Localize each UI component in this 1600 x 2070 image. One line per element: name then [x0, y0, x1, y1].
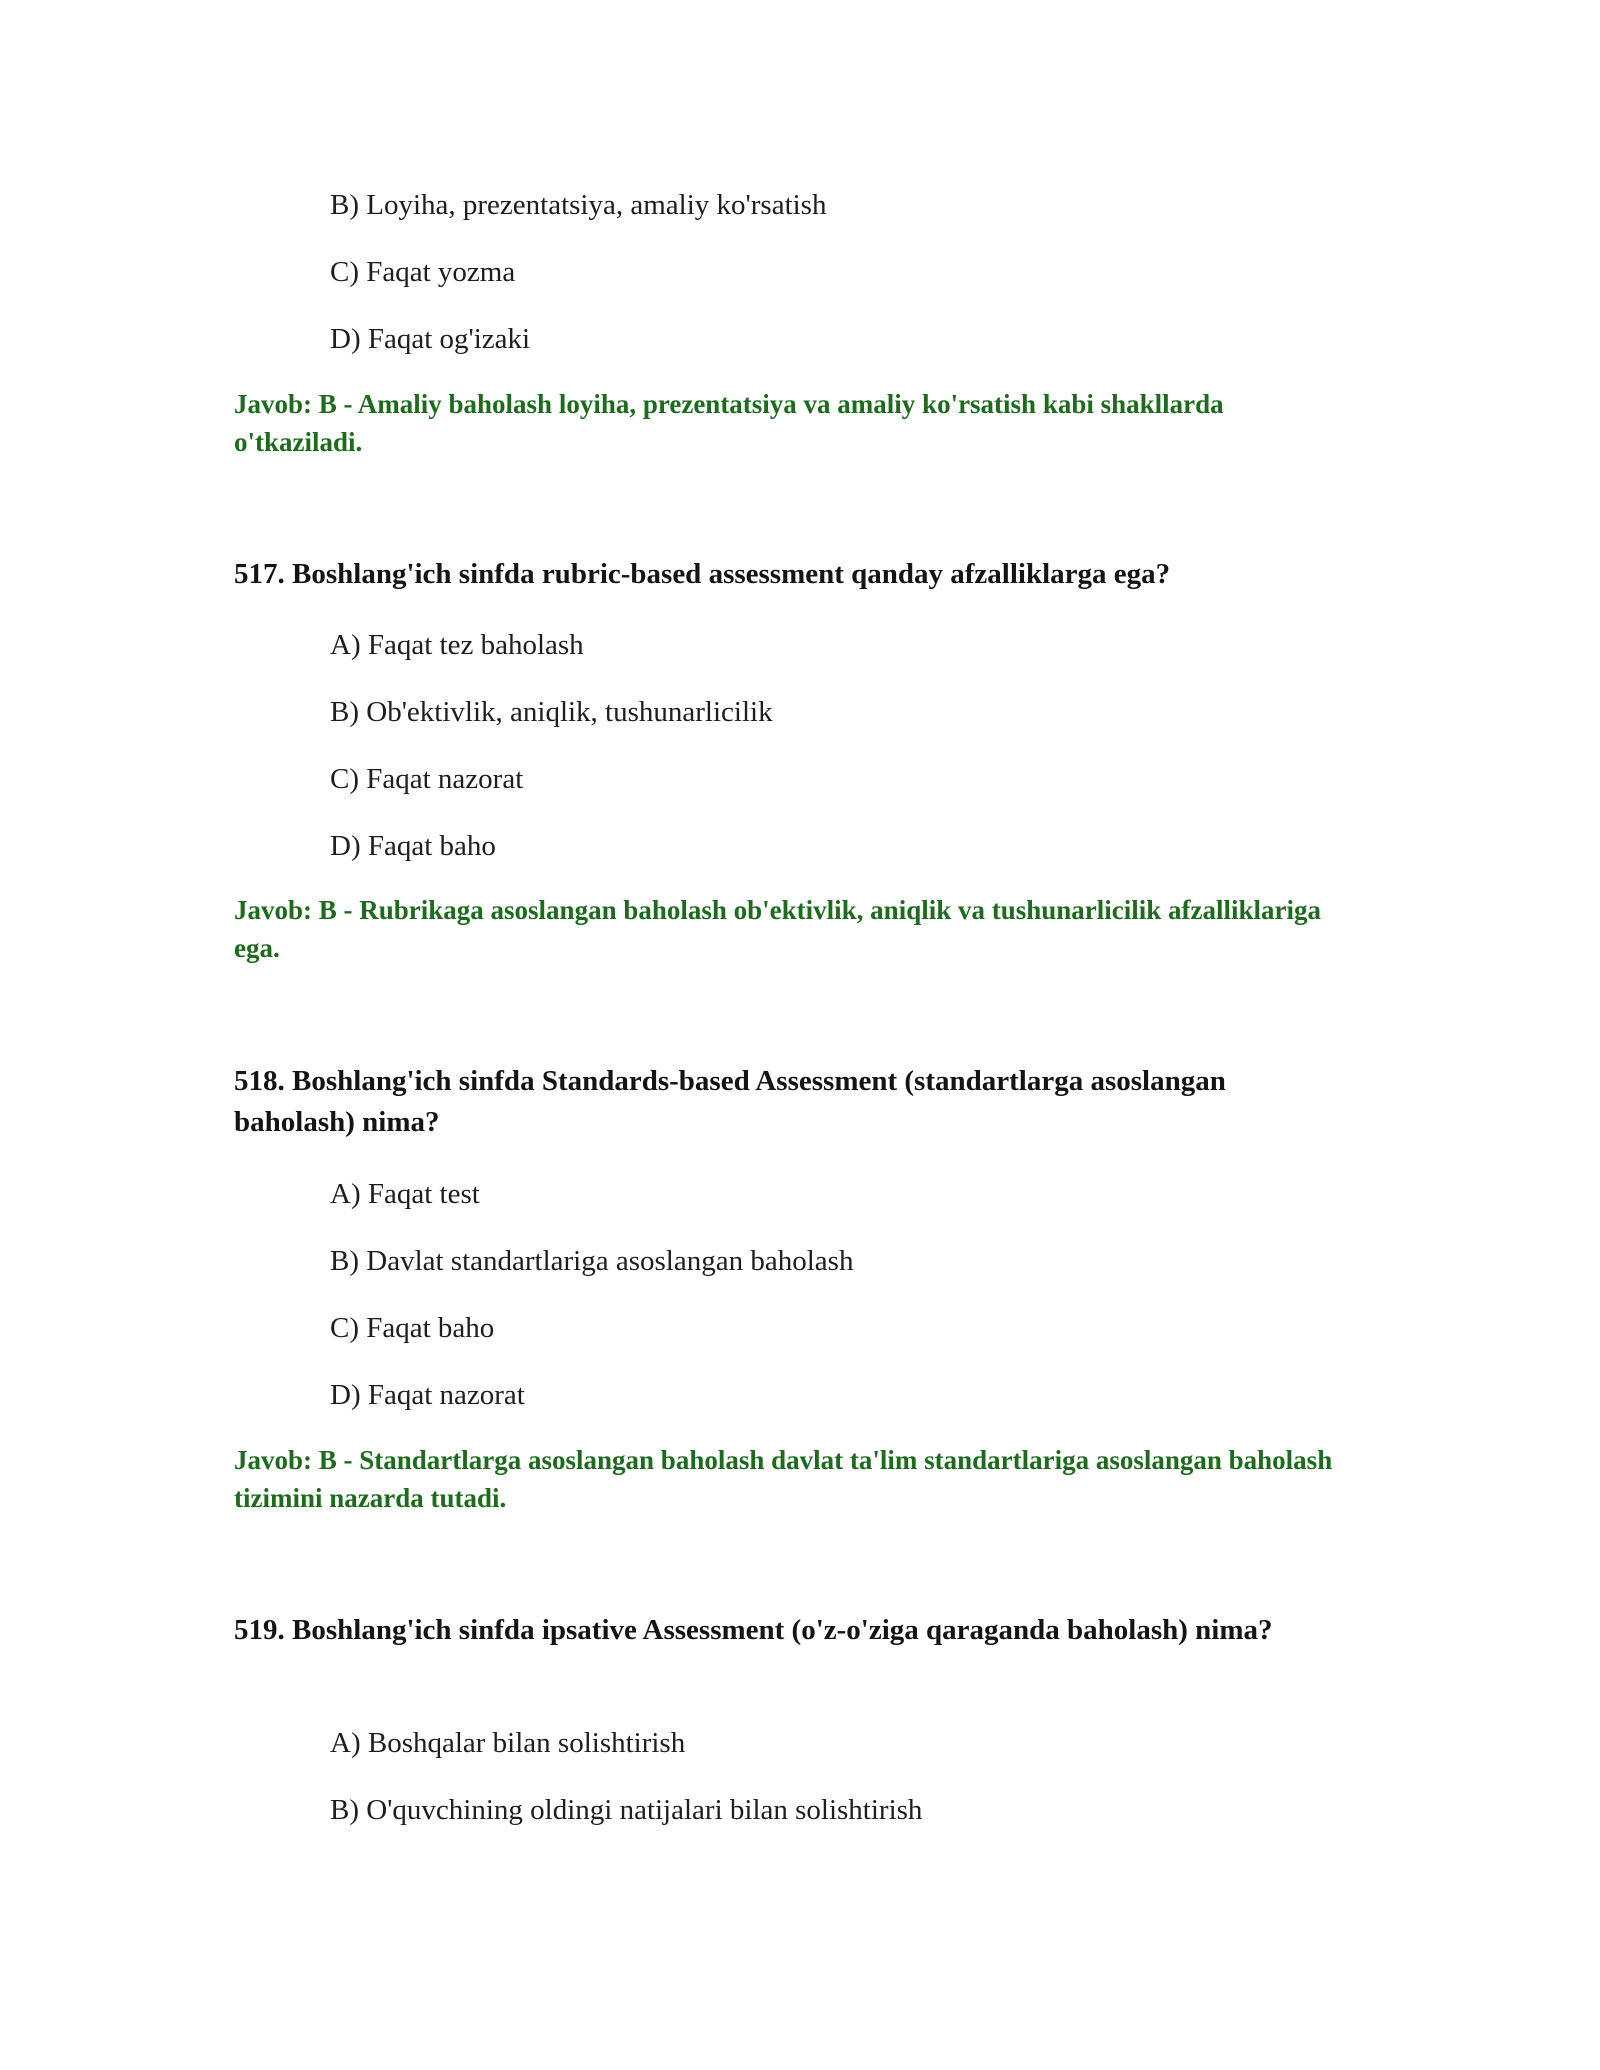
q518-option-b: B) Davlat standartlariga asoslangan baholash — [330, 1245, 854, 1277]
q517-answer: Javob: B - Rubrikaga asoslangan baholash ob'ektivlik, aniqlik va tushunarlicilik afzalliklariga ega. — [234, 895, 1322, 963]
q517-option-b: B) Ob'ektivlik, aniqlik, tushunarlicilik — [330, 696, 773, 728]
q517-question: 517. Boshlang'ich sinfda rubric-based assessment qanday afzalliklarga ega? — [234, 558, 1171, 590]
q516-option-d: D) Faqat og'izaki — [330, 323, 531, 355]
q518-option-d: D) Faqat nazorat — [330, 1379, 525, 1411]
q518-option-a: A) Faqat test — [330, 1178, 480, 1210]
q516-option-c: C) Faqat yozma — [330, 256, 516, 288]
q517-option-d: D) Faqat baho — [330, 830, 496, 862]
q519-question: 519. Boshlang'ich sinfda ipsative Assessment (o'z-o'ziga qaraganda baholash) nima? — [234, 1614, 1273, 1646]
q517-option-a: A) Faqat tez baholash — [330, 629, 584, 661]
q518-answer: Javob: B - Standartlarga asoslangan baholash davlat ta'lim standartlariga asoslangan baholash tizimini nazarda tutadi. — [234, 1445, 1333, 1513]
q517-option-c: C) Faqat nazorat — [330, 763, 524, 795]
q516-answer: Javob: B - Amaliy baholash loyiha, prezentatsiya va amaliy ko'rsatish kabi shakllarda o'tkaziladi. — [234, 389, 1224, 457]
q519-option-b: B) O'quvchining oldingi natijalari bilan solishtirish — [330, 1794, 923, 1826]
q518-option-c: C) Faqat baho — [330, 1312, 495, 1344]
q519-option-a: A) Boshqalar bilan solishtirish — [330, 1727, 686, 1759]
q516-option-b: B) Loyiha, prezentatsiya, amaliy ko'rsatish — [330, 189, 827, 221]
q518-question: 518. Boshlang'ich sinfda Standards-based Assessment (standartlarga asoslangan baholash) nima? — [234, 1065, 1226, 1138]
